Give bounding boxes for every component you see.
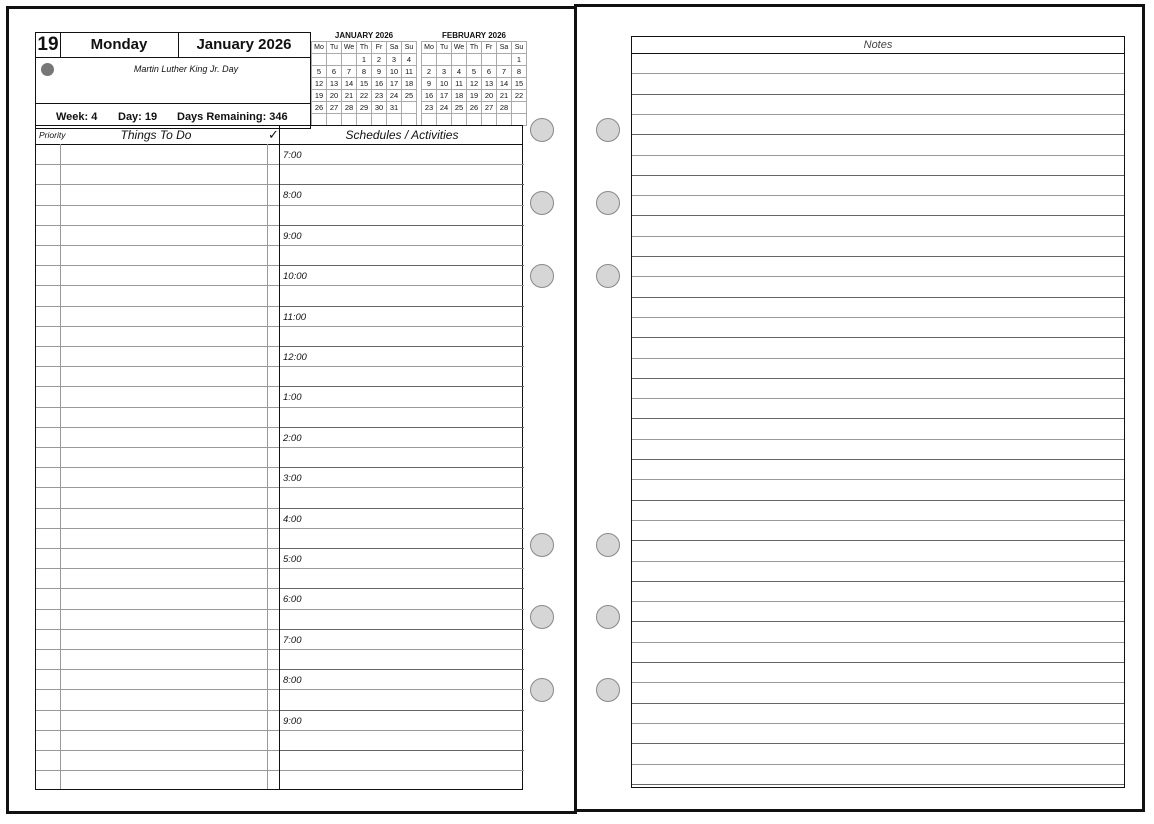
schedule-rule-line [279,245,524,246]
mini-calendar-day: 20 [327,90,342,102]
mini-calendar-weekday: Sa [497,42,512,54]
mini-calendar-weekday: Th [357,42,372,54]
mini-calendar-day [312,54,327,66]
mini-calendar-week-row [312,54,417,66]
mini-calendar-day: 16 [422,90,437,102]
todo-rule-line [36,689,279,690]
mini-calendar-week-row [312,66,417,78]
mini-calendar-title: FEBRUARY 2026 [441,31,507,40]
schedule-rule-line [279,407,524,408]
notes-rule-line [632,236,1124,237]
holiday-dot-icon [41,63,54,76]
todo-rule-line [36,164,279,165]
mini-calendar-day [482,54,497,66]
schedule-rule-line [279,427,524,428]
mini-calendar-day: 22 [512,90,527,102]
notes-rule-line [632,297,1124,298]
todo-rule-line [36,487,279,488]
mini-calendar-day: 10 [437,78,452,90]
mini-calendar-day: 9 [422,78,437,90]
mini-calendar-day: 19 [467,90,482,102]
mini-calendar-day: 8 [512,66,527,78]
todo-rule-line [36,447,279,448]
mini-calendar-day: 21 [342,90,357,102]
todo-rule-line [36,326,279,327]
mini-calendar-day: 6 [327,66,342,78]
mini-calendar-day: 17 [437,90,452,102]
things-to-do-header: Things To Do [120,128,192,142]
mini-calendar-day: 26 [312,102,327,114]
schedule-rule-line [279,467,524,468]
mini-calendar-day [327,54,342,66]
notes-rule-line [632,378,1124,379]
notes-rule-line [632,398,1124,399]
right-page [574,4,1145,812]
mini-calendar-day [497,114,512,126]
notes-rule-line [632,764,1124,765]
mini-calendar-day [452,114,467,126]
binder-hole-icon [530,191,554,215]
mini-calendar-day: 28 [342,102,357,114]
mini-calendar-weekday: Mo [312,42,327,54]
mini-calendar-week-row [422,114,527,126]
mini-calendar-week-row [312,114,417,126]
notes-rule-line [632,317,1124,318]
todo-rule-line [36,184,279,185]
notes-rule-line [632,94,1124,95]
mini-calendar-weekday: Tu [437,42,452,54]
schedule-rule-line [279,447,524,448]
mini-calendar-week-row [422,66,527,78]
schedules-header: Schedules / Activities [345,128,459,142]
mini-calendar-week-row [422,102,527,114]
schedule-rule-line [279,629,524,630]
days-remaining-label: Days Remaining: 346 [177,111,288,123]
priority-divider [60,144,61,789]
mini-calendar-day: 10 [387,66,402,78]
mini-calendar-day [342,114,357,126]
schedule-rule-line [279,487,524,488]
schedule-rule-line [279,285,524,286]
mini-calendar-day: 16 [372,78,387,90]
mini-calendar-weekday: Sa [387,42,402,54]
schedule-divider [279,126,280,789]
notes-rule-line [632,418,1124,419]
mini-calendar-day: 15 [512,78,527,90]
notes-rule-line [632,479,1124,480]
todo-rule-line [36,710,279,711]
notes-rule-line [632,114,1124,115]
binder-hole-icon [530,678,554,702]
schedule-rule-line [279,669,524,670]
time-slot-label: 7:00 [283,150,302,161]
time-slot-label: 12:00 [283,352,307,363]
mini-calendar-day [437,54,452,66]
mini-calendar-day [422,114,437,126]
mini-calendar-day [437,114,452,126]
mini-calendar-day: 12 [312,78,327,90]
binder-hole-icon [530,533,554,557]
schedule-rule-line [279,588,524,589]
mini-calendar-day: 29 [357,102,372,114]
date-header [35,32,311,129]
mini-calendar-weekday: Su [402,42,417,54]
todo-rule-line [36,306,279,307]
mini-calendar-day: 11 [402,66,417,78]
mini-calendar-day [467,114,482,126]
mini-calendar-day: 8 [357,66,372,78]
mini-calendar-day: 3 [437,66,452,78]
time-slot-label: 8:00 [283,675,302,686]
todo-rule-line [36,750,279,751]
mini-calendar-day: 7 [342,66,357,78]
notes-rule-line [632,540,1124,541]
mini-calendar-february [421,31,527,126]
mini-calendar-grid [311,41,417,126]
mini-calendar-day [342,54,357,66]
mini-calendar-day [372,114,387,126]
mini-calendar-day: 3 [387,54,402,66]
schedule-rule-line [279,568,524,569]
mini-calendar-week-row [422,78,527,90]
todo-rule-line [36,285,279,286]
time-slot-label: 4:00 [283,514,302,525]
mini-calendar-day: 27 [327,102,342,114]
day-number: 19 [36,33,61,57]
mini-calendar-day [452,54,467,66]
time-slot-label: 9:00 [283,716,302,727]
time-slot-label: 8:00 [283,190,302,201]
mini-calendar-day: 1 [512,54,527,66]
mini-calendar-weekday: We [342,42,357,54]
notes-rule-line [632,195,1124,196]
binder-hole-icon [596,533,620,557]
schedule-rule-line [279,164,524,165]
mini-calendar-title: JANUARY 2026 [334,31,394,40]
todo-rule-line [36,427,279,428]
binder-hole-icon [530,605,554,629]
notes-rule-line [632,784,1124,785]
todo-rule-line [36,528,279,529]
mini-calendar-day: 1 [357,54,372,66]
mini-calendar-day [512,114,527,126]
mini-calendar-day: 23 [372,90,387,102]
mini-calendar-day: 25 [402,90,417,102]
mini-calendar-day: 6 [482,66,497,78]
month-year: January 2026 [196,36,292,53]
notes-rule-line [632,459,1124,460]
mini-calendar-grid [421,41,527,126]
notes-rule-line [632,520,1124,521]
notes-rule-line [632,134,1124,135]
mini-calendar-day [357,114,372,126]
schedule-rule-line [279,184,524,185]
mini-calendar-day [327,114,342,126]
schedule-rule-line [279,730,524,731]
left-page [6,6,577,814]
mini-calendar-day [512,102,527,114]
todo-rule-line [36,467,279,468]
notes-rule-line [632,601,1124,602]
mini-calendar-day: 30 [372,102,387,114]
time-slot-label: 6:00 [283,594,302,605]
notes-rule-line [632,215,1124,216]
notes-rule-line [632,256,1124,257]
notes-rule-line [632,276,1124,277]
mini-calendar-day: 21 [497,90,512,102]
notes-rule-line [632,439,1124,440]
binder-hole-icon [596,264,620,288]
time-slot-label: 11:00 [283,312,307,323]
notes-rule-line [632,682,1124,683]
mini-calendar-weekday: Tu [327,42,342,54]
mini-calendar-day [402,102,417,114]
mini-calendar-day: 4 [452,66,467,78]
schedule-rule-line [279,528,524,529]
mini-calendar-january [311,31,417,126]
mini-calendar-day: 12 [467,78,482,90]
holiday-label: Martin Luther King Jr. Day [133,64,239,74]
mini-calendar-weekday: Fr [482,42,497,54]
mini-calendar-day: 4 [402,54,417,66]
todo-rule-line [36,770,279,771]
binder-hole-icon [530,264,554,288]
planner-grid [35,125,523,790]
todo-rule-line [36,669,279,670]
mini-calendar-day: 28 [497,102,512,114]
todo-rule-line [36,629,279,630]
mini-calendar-weekday-row [312,42,417,54]
notes-rule-line [632,337,1124,338]
time-slot-label: 3:00 [283,473,302,484]
notes-rule-line [632,358,1124,359]
todo-rule-line [36,588,279,589]
todo-rule-line [36,568,279,569]
check-header-icon: ✓ [268,127,279,142]
mini-calendar-day: 5 [312,66,327,78]
mini-calendar-day [387,114,402,126]
day-of-year-label: Day: 19 [118,111,158,123]
notes-rule-line [632,642,1124,643]
schedule-rule-line [279,366,524,367]
notes-rule-line [632,621,1124,622]
binder-hole-icon [596,118,620,142]
schedule-rule-line [279,710,524,711]
notes-rule-line [632,73,1124,74]
schedule-rule-line [279,548,524,549]
mini-calendar-day: 11 [452,78,467,90]
notes-title: Notes [632,37,1124,54]
binder-hole-icon [596,605,620,629]
date-header-row [36,33,310,58]
todo-rule-line [36,508,279,509]
mini-calendar-day: 31 [387,102,402,114]
todo-rule-line [36,245,279,246]
mini-calendar-day: 5 [467,66,482,78]
mini-calendar-day [312,114,327,126]
notes-rule-line [632,155,1124,156]
mini-calendar-day: 26 [467,102,482,114]
schedule-rule-line [279,386,524,387]
schedule-rule-line [279,508,524,509]
notes-rule-line [632,703,1124,704]
mini-calendar-day: 18 [452,90,467,102]
mini-calendar-day: 23 [422,102,437,114]
mini-calendar-day: 2 [372,54,387,66]
mini-calendar-day: 14 [342,78,357,90]
mini-calendar-week-row [312,102,417,114]
schedule-rule-line [279,750,524,751]
mini-calendar-day [482,114,497,126]
time-slot-label: 2:00 [283,433,302,444]
schedule-rule-line [279,205,524,206]
todo-rule-line [36,649,279,650]
mini-calendar-weekday: Mo [422,42,437,54]
notes-rule-line [632,175,1124,176]
mini-calendar-weekday: Fr [372,42,387,54]
notes-box [631,36,1125,788]
time-slot-label: 7:00 [283,635,302,646]
schedule-rule-line [279,649,524,650]
mini-calendar-day: 13 [482,78,497,90]
mini-calendar-day [497,54,512,66]
todo-rule-line [36,407,279,408]
mini-calendar-day: 22 [357,90,372,102]
schedule-rule-line [279,689,524,690]
mini-calendar-day: 14 [497,78,512,90]
priority-header: Priority [39,130,66,140]
time-slot-label: 5:00 [283,554,302,565]
mini-calendar-week-row [422,54,527,66]
mini-calendar-day: 13 [327,78,342,90]
mini-calendar-day [422,54,437,66]
time-slot-label: 9:00 [283,231,302,242]
mini-calendar-day: 27 [482,102,497,114]
mini-calendar-day: 7 [497,66,512,78]
mini-calendar-week-row [312,90,417,102]
schedule-rule-line [279,306,524,307]
check-divider [267,144,268,789]
mini-calendar-day: 2 [422,66,437,78]
day-name: Monday [60,33,179,57]
mini-calendar-day: 9 [372,66,387,78]
schedule-rule-line [279,265,524,266]
mini-calendar-day: 24 [437,102,452,114]
todo-rule-line [36,609,279,610]
mini-calendar-day: 20 [482,90,497,102]
schedule-rule-line [279,770,524,771]
mini-calendar-day [402,114,417,126]
notes-rule-line [632,581,1124,582]
week-label: Week: 4 [56,111,98,123]
todo-rule-line [36,730,279,731]
mini-calendar-day: 25 [452,102,467,114]
todo-rule-line [36,225,279,226]
notes-rule-line [632,743,1124,744]
todo-rule-line [36,386,279,387]
notes-rule-line [632,723,1124,724]
todo-rule-line [36,205,279,206]
binder-hole-icon [596,678,620,702]
todo-rule-line [36,265,279,266]
schedule-rule-line [279,326,524,327]
mini-calendar-day: 18 [402,78,417,90]
time-slot-label: 10:00 [283,271,307,282]
mini-calendar-day [467,54,482,66]
mini-calendar-weekday: Su [512,42,527,54]
notes-rule-line [632,662,1124,663]
mini-calendar-weekday: We [452,42,467,54]
binder-hole-icon [596,191,620,215]
mini-calendar-day: 15 [357,78,372,90]
time-slot-label: 1:00 [283,392,302,403]
schedule-rule-line [279,225,524,226]
mini-calendar-day: 17 [387,78,402,90]
todo-rule-line [36,366,279,367]
mini-calendar-day: 24 [387,90,402,102]
mini-calendar-weekday-row [422,42,527,54]
schedule-rule-line [279,346,524,347]
binder-hole-icon [530,118,554,142]
mini-calendar-week-row [422,90,527,102]
todo-rule-line [36,548,279,549]
schedule-rule-line [279,609,524,610]
notes-rule-line [632,500,1124,501]
todo-rule-line [36,346,279,347]
mini-calendar-weekday: Th [467,42,482,54]
notes-rule-line [632,561,1124,562]
mini-calendar-week-row [312,78,417,90]
mini-calendar-day: 19 [312,90,327,102]
